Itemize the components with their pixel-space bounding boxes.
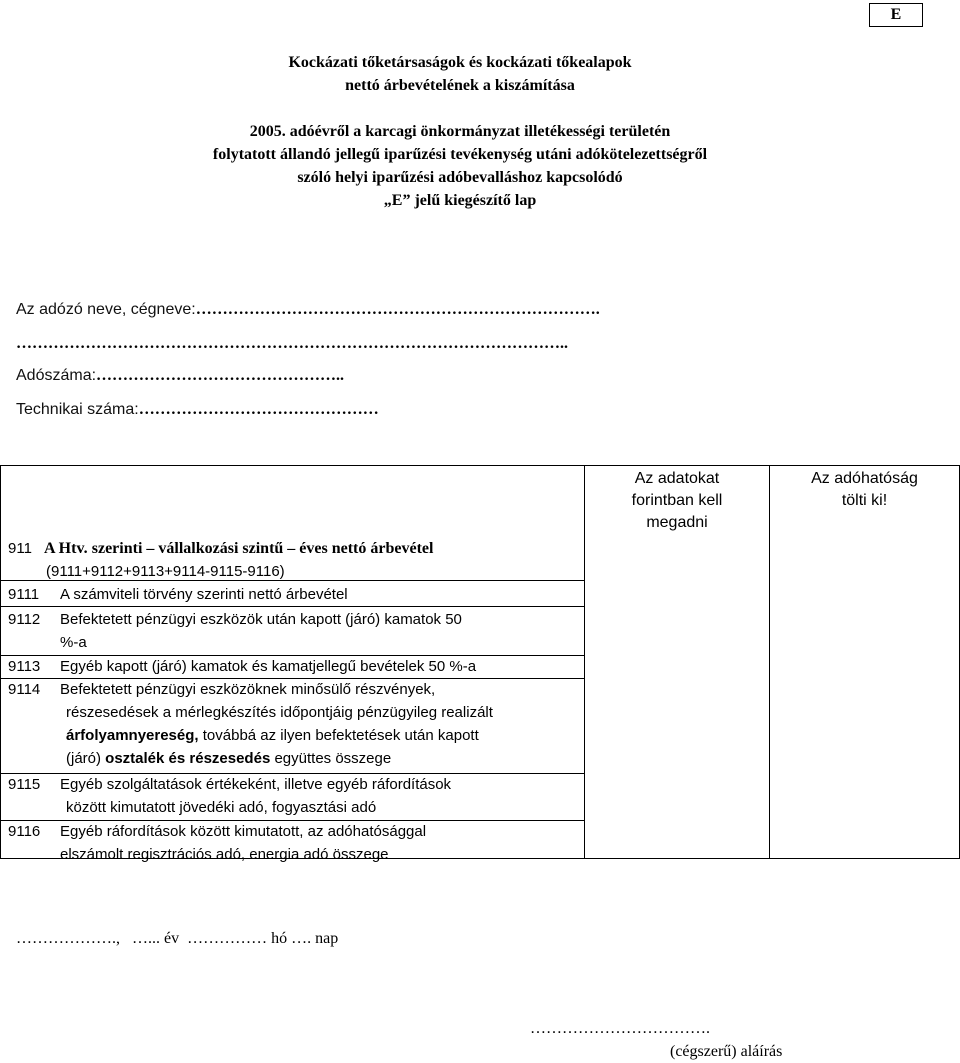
form-type-box — [869, 3, 923, 27]
column-header-authority-line-1: Az adóhatóság — [811, 470, 918, 487]
taxpayer-name-dots[interactable]: …………………………………………………………………. — [195, 301, 600, 318]
signature-dots[interactable]: ……………………………. — [530, 1020, 710, 1037]
signature-label-text: (cégszerű) aláírás — [670, 1043, 783, 1060]
row-911-formula: (9111+9112+9113+9114-9115-9116) — [46, 563, 285, 580]
column-header-authority — [770, 468, 959, 512]
subtitle-line-1: 2005. adóévről a karcagi önkormányzat illetékességi területén — [249, 123, 671, 140]
row-code: 9113 — [8, 658, 41, 675]
row-911-title: szerinti – vállalkozási szintű – éves nettó árbevétel — [91, 540, 434, 557]
row-code: 9115 — [8, 776, 41, 793]
row-9116-line-1: Egyéb ráfordítások között kimutatott, az adóhatósággal — [60, 823, 427, 840]
table-border-left — [0, 465, 1, 859]
document-title — [0, 51, 920, 97]
row-9112-text: Befektetett pénzügyi eszközök után kapott (járó) kamatok 50 — [60, 611, 462, 628]
row-9115-line-2: között kimutatott jövedéki adó, fogyasztási adó — [66, 799, 377, 816]
row-code: 9112 — [8, 611, 41, 628]
column-header-amount-line-3: megadni — [646, 514, 708, 531]
subtitle-line-2: folytatott állandó jellegű iparűzési tevékenység utáni adókötelezettségről — [212, 146, 708, 163]
table-row-9116 — [8, 820, 580, 866]
row-9114-bold-term-1: árfolyamnyereség, — [66, 727, 199, 744]
signature-label — [662, 1019, 782, 1063]
row-9112-text-cont: %-a — [60, 634, 87, 651]
form-type-letter: E — [890, 6, 902, 23]
table-border-top — [0, 465, 960, 466]
subtitle-line-4: „E” jelű kiegészítő lap — [383, 192, 537, 209]
column-header-amount-line-2: forintban kell — [631, 492, 723, 509]
row-9116-line-2: elszámolt regisztrációs adó, energia adó összege — [60, 846, 389, 863]
row-code: 9111 — [8, 586, 40, 603]
row-9114-line-2: részesedések a mérlegkészítés időpontjáig pénzügyileg realizált — [66, 704, 493, 721]
row-9113-text: Egyéb kapott (járó) kamatok és kamatjellegű bevételek 50 %-a — [60, 658, 477, 675]
table-row-9111 — [8, 583, 580, 606]
row-9114-bold-term-2: osztalék és részesedés — [105, 750, 271, 767]
column-header-authority-line-2: tölti ki! — [841, 492, 888, 509]
row-9114-line-1: Befektetett pénzügyi eszközöknek minősülő részvények, — [60, 681, 436, 698]
document-subtitle — [0, 120, 920, 212]
table-row-9115 — [8, 773, 580, 819]
row-9114-line-3 — [8, 724, 580, 747]
row-911-law-ref: A Htv. — [44, 540, 88, 557]
tax-number-label: Adószáma: — [16, 367, 97, 384]
title-line-1: Kockázati tőketársaságok és kockázati tőkealapok — [288, 54, 632, 71]
technical-number-label: Technikai száma: — [16, 401, 139, 418]
data-table — [0, 465, 960, 863]
taxpayer-name-label: Az adózó neve, cégneve: — [16, 301, 196, 318]
tax-number-dots[interactable]: ……………………………………….. — [96, 367, 345, 384]
column-header-amount — [585, 468, 769, 534]
row-code: 911 — [8, 540, 32, 557]
row-9111-text: A számviteli törvény szerinti nettó árbevétel — [60, 586, 348, 603]
technical-number-field[interactable] — [8, 377, 379, 421]
date-line[interactable] — [8, 906, 338, 950]
row-line-9111 — [0, 606, 585, 607]
table-divider-2 — [769, 465, 770, 859]
table-row-9114 — [8, 678, 580, 770]
row-9115-line-1: Egyéb szolgáltatások értékeként, illetve egyéb ráfordítások — [60, 776, 452, 793]
row-code: 9114 — [8, 681, 41, 698]
table-row-9113 — [8, 655, 580, 678]
title-line-2: nettó árbevételének a kiszámítása — [345, 77, 575, 94]
table-row-911 — [8, 537, 580, 583]
row-9114-line-3-rest: továbbá az ilyen befektetések után kapott — [198, 727, 479, 744]
taxpayer-name-dots-2[interactable]: ………………………………………………………………………………………….. — [16, 335, 568, 352]
row-9114-line-4-rest: együttes összege — [270, 750, 392, 767]
subtitle-line-3: szóló helyi iparűzési adóbevalláshoz kapcsolódó — [297, 169, 623, 186]
row-9114-line-4 — [8, 747, 580, 770]
row-9114-line-4-start: (járó) — [66, 750, 106, 767]
column-header-amount-line-1: Az adatokat — [634, 470, 720, 487]
date-line-text[interactable]: ………………., …... év …………… hó …. nap — [16, 930, 339, 947]
row-code: 9116 — [8, 823, 41, 840]
table-row-9112 — [8, 608, 580, 654]
technical-number-dots[interactable]: ……………………………………… — [138, 401, 379, 418]
